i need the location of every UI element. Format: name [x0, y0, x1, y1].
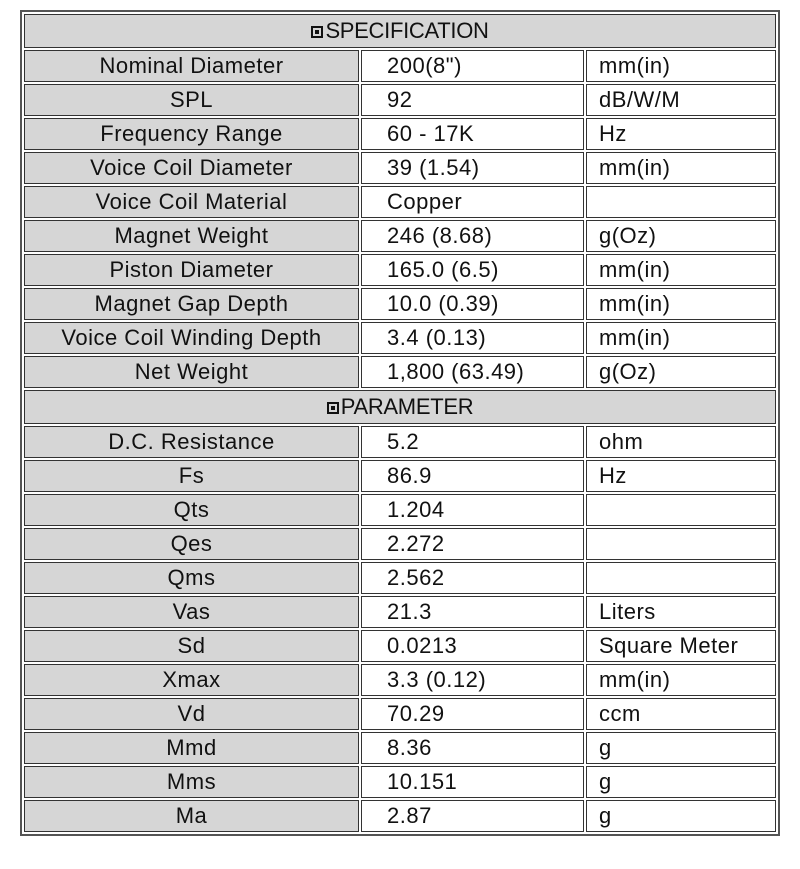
square-bullet-icon: [311, 26, 323, 38]
table-row: [24, 118, 776, 150]
table-row: [24, 630, 776, 662]
spec-table-body: [24, 14, 776, 832]
row-value-cell: 2.562: [361, 562, 584, 594]
row-unit-cell: [586, 494, 776, 526]
table-row: [24, 800, 776, 832]
row-value-cell: 2.272: [361, 528, 584, 560]
row-name-cell: Qes: [24, 528, 359, 560]
row-name-cell: Vas: [24, 596, 359, 628]
table-row: [24, 50, 776, 82]
row-unit-cell: Square Meter: [586, 630, 776, 662]
row-name-cell: Mms: [24, 766, 359, 798]
row-value-cell: 92: [361, 84, 584, 116]
row-value-cell: 200(8"): [361, 50, 584, 82]
row-unit-cell: Liters: [586, 596, 776, 628]
table-row: [24, 254, 776, 286]
row-unit-cell: ohm: [586, 426, 776, 458]
row-value-cell: 3.3 (0.12): [361, 664, 584, 696]
row-unit-cell: [586, 562, 776, 594]
row-unit-cell: mm(in): [586, 50, 776, 82]
row-name-cell: Voice Coil Winding Depth: [24, 322, 359, 354]
row-unit-cell: Hz: [586, 460, 776, 492]
table-row: [24, 84, 776, 116]
row-name-cell: Voice Coil Diameter: [24, 152, 359, 184]
row-name-cell: Sd: [24, 630, 359, 662]
parameter-header-row: [24, 390, 776, 424]
square-bullet-icon: [327, 402, 339, 414]
table-row: [24, 152, 776, 184]
row-value-cell: 2.87: [361, 800, 584, 832]
specification-section-header: [24, 14, 776, 48]
specification-header-row: [24, 14, 776, 48]
row-unit-cell: mm(in): [586, 664, 776, 696]
row-unit-cell: g(Oz): [586, 220, 776, 252]
row-name-cell: SPL: [24, 84, 359, 116]
row-name-cell: Mmd: [24, 732, 359, 764]
row-value-cell: 165.0 (6.5): [361, 254, 584, 286]
row-name-cell: Net Weight: [24, 356, 359, 388]
table-row: [24, 494, 776, 526]
table-row: [24, 562, 776, 594]
row-value-cell: 5.2: [361, 426, 584, 458]
row-unit-cell: mm(in): [586, 322, 776, 354]
row-unit-cell: mm(in): [586, 254, 776, 286]
row-unit-cell: mm(in): [586, 152, 776, 184]
row-name-cell: D.C. Resistance: [24, 426, 359, 458]
row-name-cell: Fs: [24, 460, 359, 492]
table-row: [24, 426, 776, 458]
row-unit-cell: g(Oz): [586, 356, 776, 388]
row-value-cell: 21.3: [361, 596, 584, 628]
parameter-title: PARAMETER: [340, 394, 474, 419]
parameter-section-header: [24, 390, 776, 424]
row-value-cell: 1,800 (63.49): [361, 356, 584, 388]
row-unit-cell: g: [586, 800, 776, 832]
table-row: [24, 288, 776, 320]
table-row: [24, 732, 776, 764]
row-name-cell: Ma: [24, 800, 359, 832]
row-value-cell: 70.29: [361, 698, 584, 730]
table-row: [24, 322, 776, 354]
table-row: [24, 698, 776, 730]
row-unit-cell: [586, 186, 776, 218]
row-value-cell: 1.204: [361, 494, 584, 526]
row-value-cell: 60 - 17K: [361, 118, 584, 150]
row-name-cell: Vd: [24, 698, 359, 730]
row-unit-cell: [586, 528, 776, 560]
table-row: [24, 596, 776, 628]
row-value-cell: 10.151: [361, 766, 584, 798]
row-value-cell: 86.9: [361, 460, 584, 492]
table-row: [24, 220, 776, 252]
row-name-cell: Qts: [24, 494, 359, 526]
row-unit-cell: g: [586, 732, 776, 764]
table-row: [24, 186, 776, 218]
row-value-cell: 8.36: [361, 732, 584, 764]
row-unit-cell: dB/W/M: [586, 84, 776, 116]
spec-table: [22, 12, 778, 834]
row-value-cell: 0.0213: [361, 630, 584, 662]
row-name-cell: Magnet Gap Depth: [24, 288, 359, 320]
row-name-cell: Qms: [24, 562, 359, 594]
row-name-cell: Piston Diameter: [24, 254, 359, 286]
table-row: [24, 528, 776, 560]
row-name-cell: Magnet Weight: [24, 220, 359, 252]
row-value-cell: 246 (8.68): [361, 220, 584, 252]
row-name-cell: Voice Coil Material: [24, 186, 359, 218]
row-unit-cell: g: [586, 766, 776, 798]
table-row: [24, 460, 776, 492]
table-row: [24, 664, 776, 696]
row-value-cell: 39 (1.54): [361, 152, 584, 184]
row-value-cell: 3.4 (0.13): [361, 322, 584, 354]
row-unit-cell: Hz: [586, 118, 776, 150]
table-row: [24, 356, 776, 388]
specification-title: SPECIFICATION: [325, 18, 489, 43]
row-value-cell: 10.0 (0.39): [361, 288, 584, 320]
row-unit-cell: ccm: [586, 698, 776, 730]
spec-sheet: [20, 10, 780, 836]
row-name-cell: Xmax: [24, 664, 359, 696]
row-name-cell: Nominal Diameter: [24, 50, 359, 82]
row-name-cell: Frequency Range: [24, 118, 359, 150]
table-row: [24, 766, 776, 798]
row-unit-cell: mm(in): [586, 288, 776, 320]
row-value-cell: Copper: [361, 186, 584, 218]
